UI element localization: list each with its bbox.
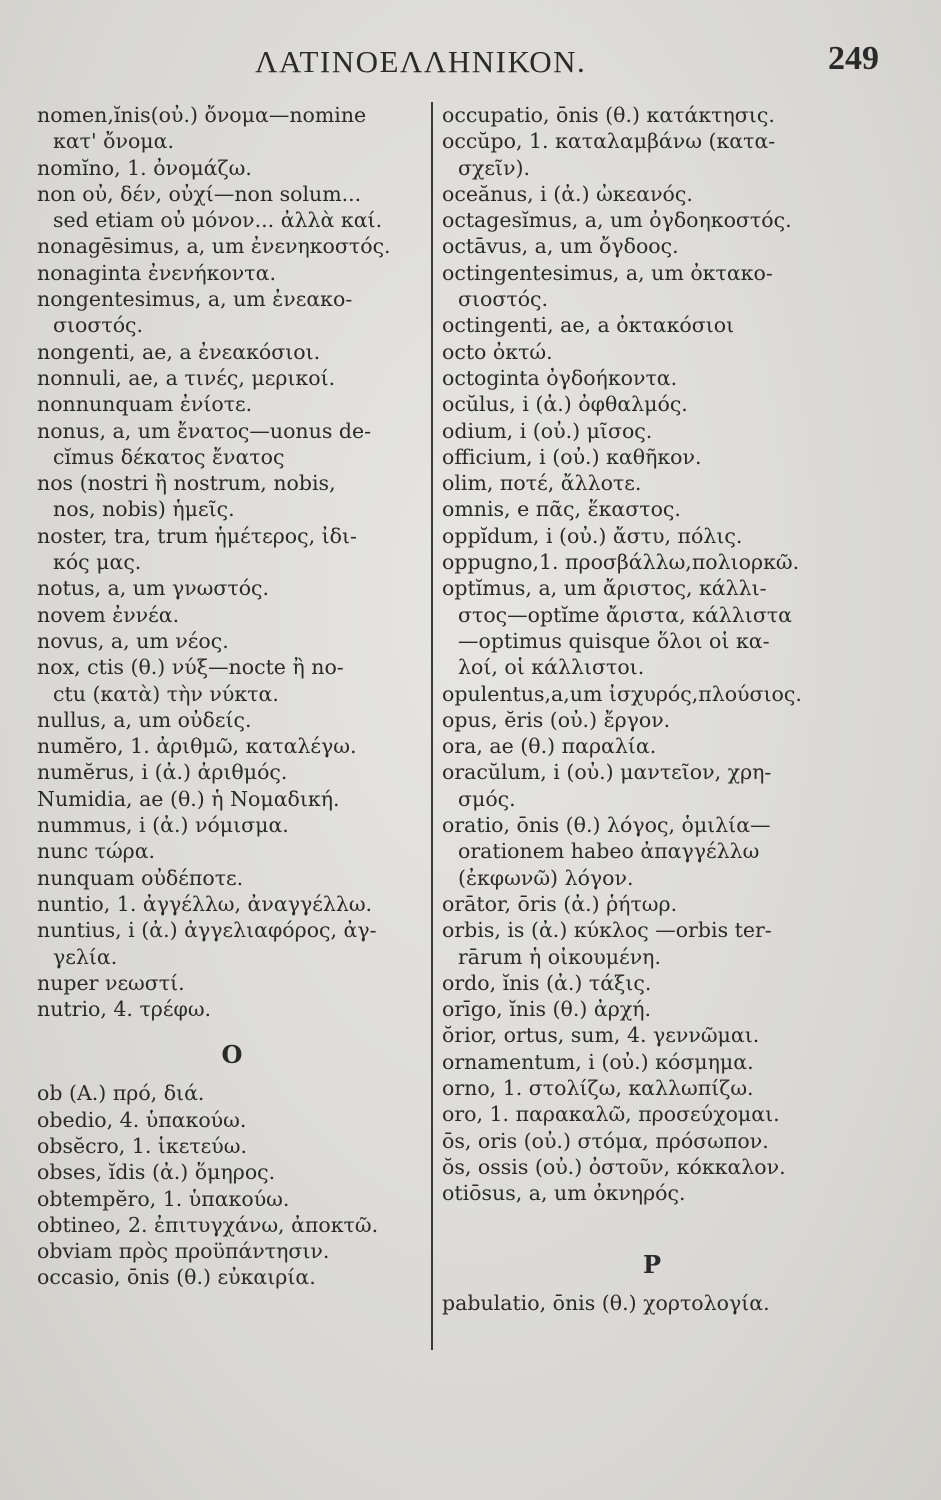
entry-line: obtineo, 2. ἐπιτυγχάνω, ἀποκτῶ.	[37, 1212, 379, 1237]
section-gap	[442, 1206, 862, 1232]
entries-o	[37, 1080, 427, 1290]
entry-line: nos, nobis) ἡμεῖς.	[53, 497, 235, 522]
entry-line: oracŭlum, i (οὐ.) μαντεῖον, χρη-	[442, 760, 772, 785]
entry-line: nuper νεωστί.	[37, 970, 185, 995]
entry-line: (ἐκφωνῶ) λόγον.	[458, 865, 634, 890]
entry-line: nummus, i (ἀ.) νόμισμα.	[37, 813, 289, 838]
entry-line: occŭpo, 1. καταλαμβάνω (κατα-	[442, 129, 776, 154]
entry-line: nongenti, ae, a ἐνεακόσιοι.	[37, 339, 321, 364]
entry-line: novus, a, um νέος.	[37, 628, 229, 653]
entry-line: obses, ĭdis (ἀ.) ὅμηρος.	[37, 1160, 276, 1185]
entry-line: ordo, ĭnis (ἀ.) τάξις.	[442, 970, 652, 995]
entry-line: nonnuli, ae, a τινές, μερικοί.	[37, 365, 336, 390]
entry-line: sed etiam οὐ μόνον... ἀλλὰ καί.	[53, 208, 383, 233]
entry-line: octoginta ὀγδοήκοντα.	[442, 365, 678, 390]
entry-line: orationem habeo ἀπαγγέλλω	[458, 839, 760, 864]
entry-line: novem ἐννέα.	[37, 602, 180, 627]
entry-line: nonaginta ἐνενήκοντα.	[37, 260, 276, 285]
entry-line: obtempĕro, 1. ὑπακούω.	[37, 1186, 290, 1211]
entry-line: Numidia, ae (θ.) ἡ Νομαδική.	[37, 786, 340, 811]
entry-line: octagesĭmus, a, um ὀγδοηκοστός.	[442, 208, 792, 233]
entry-line: nunc τώρα.	[37, 839, 156, 864]
entry-line: obsĕcro, 1. ἱκετεύω.	[37, 1133, 247, 1158]
entry-line: orīgo, ĭnis (θ.) ἀρχή.	[442, 997, 652, 1022]
entry-line: octo ὀκτώ.	[442, 339, 553, 364]
entry-line: ōs, oris (οὐ.) στόμα, πρόσωπον.	[442, 1128, 769, 1153]
section-letter-p: P	[642, 1250, 662, 1280]
entry-line: odium, i (οὐ.) μῖσος.	[442, 418, 653, 443]
entry-line: nunquam οὐδέποτε.	[37, 865, 244, 890]
entry-line: occupatio, ōnis (θ.) κατάκτησις.	[442, 103, 775, 127]
entry-line: σιοστός.	[53, 313, 144, 338]
entry-line: nonagēsimus, a, um ἐνενηκοστός.	[37, 234, 391, 259]
entry-line: noster, tra, trum ἡμέτερος, ἰδι-	[37, 523, 357, 548]
entry-line: optĭmus, a, um ἄριστος, κάλλι-	[442, 576, 767, 601]
entry-line: ob (A.) πρό, διά.	[37, 1081, 205, 1106]
entry-line: σμός.	[458, 786, 516, 811]
entry-line: omnis, e πᾶς, ἕκαστος.	[442, 497, 681, 522]
entry-line: nutrio, 4. τρέφω.	[37, 997, 212, 1022]
entry-line: oro, 1. παρακαλῶ, προσεύχομαι.	[442, 1102, 780, 1127]
entry-line: nuntio, 1. ἀγγέλλω, ἀναγγέλλω.	[37, 891, 373, 916]
entry-line: octāvus, a, um ὄγδοος.	[442, 234, 679, 259]
entry-line: nomen,ĭnis(οὐ.) ὄνομα—nomine	[37, 103, 367, 127]
entry-line: octingentesimus, a, um ὀκτακο-	[442, 260, 773, 285]
entries-n	[37, 102, 427, 1022]
entry-line: ŏs, ossis (οὐ.) ὀστοῦν, κόκκαλον.	[442, 1154, 786, 1179]
entry-line: pabulatio, ōnis (θ.) χορτολογία.	[442, 1291, 770, 1316]
entry-line: otiōsus, a, um ὀκνηρός.	[442, 1181, 686, 1206]
entry-line: rārum ἡ οἰκουμένη.	[458, 944, 661, 969]
left-column	[37, 102, 427, 1291]
entry-line: numĕrus, i (ἀ.) ἀριθμός.	[37, 760, 288, 785]
entry-line: ornamentum, i (οὐ.) κόσμημα.	[442, 1049, 754, 1074]
entry-line: ora, ae (θ.) παραλία.	[442, 734, 657, 759]
right-column	[442, 102, 862, 1317]
page-number: 249	[828, 40, 879, 77]
entry-line: nos (nostri ἢ nostrum, nobis,	[37, 471, 336, 496]
entry-line: orātor, ōris (ἀ.) ῥήτωρ.	[442, 891, 678, 916]
entry-line: nonnunquam ἐνίοτε.	[37, 392, 253, 417]
entry-line: officium, i (οὐ.) καθῆκον.	[442, 444, 702, 469]
entry-line: orbis, is (ἀ.) κύκλος —orbis ter-	[442, 918, 772, 943]
entry-line: opulentus,a,um ἰσχυρός,πλούσιος.	[442, 681, 802, 706]
entry-line: σιοστός.	[458, 287, 549, 312]
entry-line: obedio, 4. ὑπακούω.	[37, 1107, 247, 1132]
entry-line: non οὐ, δέν, οὐχί—non solum...	[37, 181, 362, 206]
entry-line: oppugno,1. προσβάλλω,πολιορκῶ.	[442, 550, 800, 575]
entry-line: nongentesimus, a, um ἐνεακο-	[37, 287, 353, 312]
entry-line: cĭmus δέκατος ἔνατος	[53, 444, 285, 469]
running-head	[0, 38, 941, 88]
entry-line: στος—optĭme ἄριστα, κάλλιστα	[458, 602, 793, 627]
entry-line: oratio, ōnis (θ.) λόγος, ὁμιλία—	[442, 813, 771, 838]
entry-line: nomĭno, 1. ὀνομάζω.	[37, 155, 252, 180]
entry-line: orno, 1. στολίζω, καλλωπίζω.	[442, 1075, 754, 1100]
entry-line: κατ' ὄνομα.	[53, 129, 174, 154]
entry-line: oppĭdum, i (οὐ.) ἄστυ, πόλις.	[442, 523, 743, 548]
column-divider	[431, 102, 433, 1350]
entry-line: obviam πρὸς προϋπάντησιν.	[37, 1239, 330, 1264]
entry-line: ŏrior, ortus, sum, 4. γεννῶμαι.	[442, 1023, 760, 1048]
entry-line: κός μας.	[53, 550, 142, 575]
entry-line: nuntius, i (ἀ.) ἀγγελιαφόρος, ἀγ-	[37, 918, 377, 943]
entry-line: ctu (κατὰ) τὴν νύκτα.	[53, 681, 279, 706]
entry-line: oceănus, i (ἀ.) ὠκεανός.	[442, 181, 693, 206]
entry-line: —optimus quisque ὅλοι οἱ κα-	[458, 628, 770, 653]
entry-line: nonus, a, um ἔνατος—uonus de-	[37, 418, 372, 443]
entry-line: ocŭlus, i (ἀ.) ὀφθαλμός.	[442, 392, 688, 417]
entry-line: octingenti, ae, a ὀκτακόσιοι	[442, 313, 735, 338]
entry-line: σχεῖν).	[458, 155, 531, 180]
entry-line: numĕro, 1. ἀριθμῶ, καταλέγω.	[37, 734, 357, 759]
entry-line: nullus, a, um οὐδείς.	[37, 707, 252, 732]
entry-line: nox, ctis (θ.) νύξ—nocte ἢ no-	[37, 655, 344, 680]
entry-line: notus, a, um γνωστός.	[37, 576, 270, 601]
entries-o-continued	[442, 102, 862, 1206]
entry-line: γελία.	[53, 944, 118, 969]
page-title: ΛΑΤΙΝΟΕΛΛΗΝΙΚΟΝ.	[255, 44, 587, 79]
entry-line: λοί, οἱ κάλλιστοι.	[458, 655, 645, 680]
section-letter-o: O	[221, 1040, 243, 1070]
entry-line: occasio, ōnis (θ.) εὐκαιρία.	[37, 1265, 316, 1290]
entries-p	[442, 1290, 862, 1316]
entry-line: olim, ποτέ, ἄλλοτε.	[442, 471, 642, 496]
entry-line: opus, ĕris (οὐ.) ἔργον.	[442, 707, 671, 732]
